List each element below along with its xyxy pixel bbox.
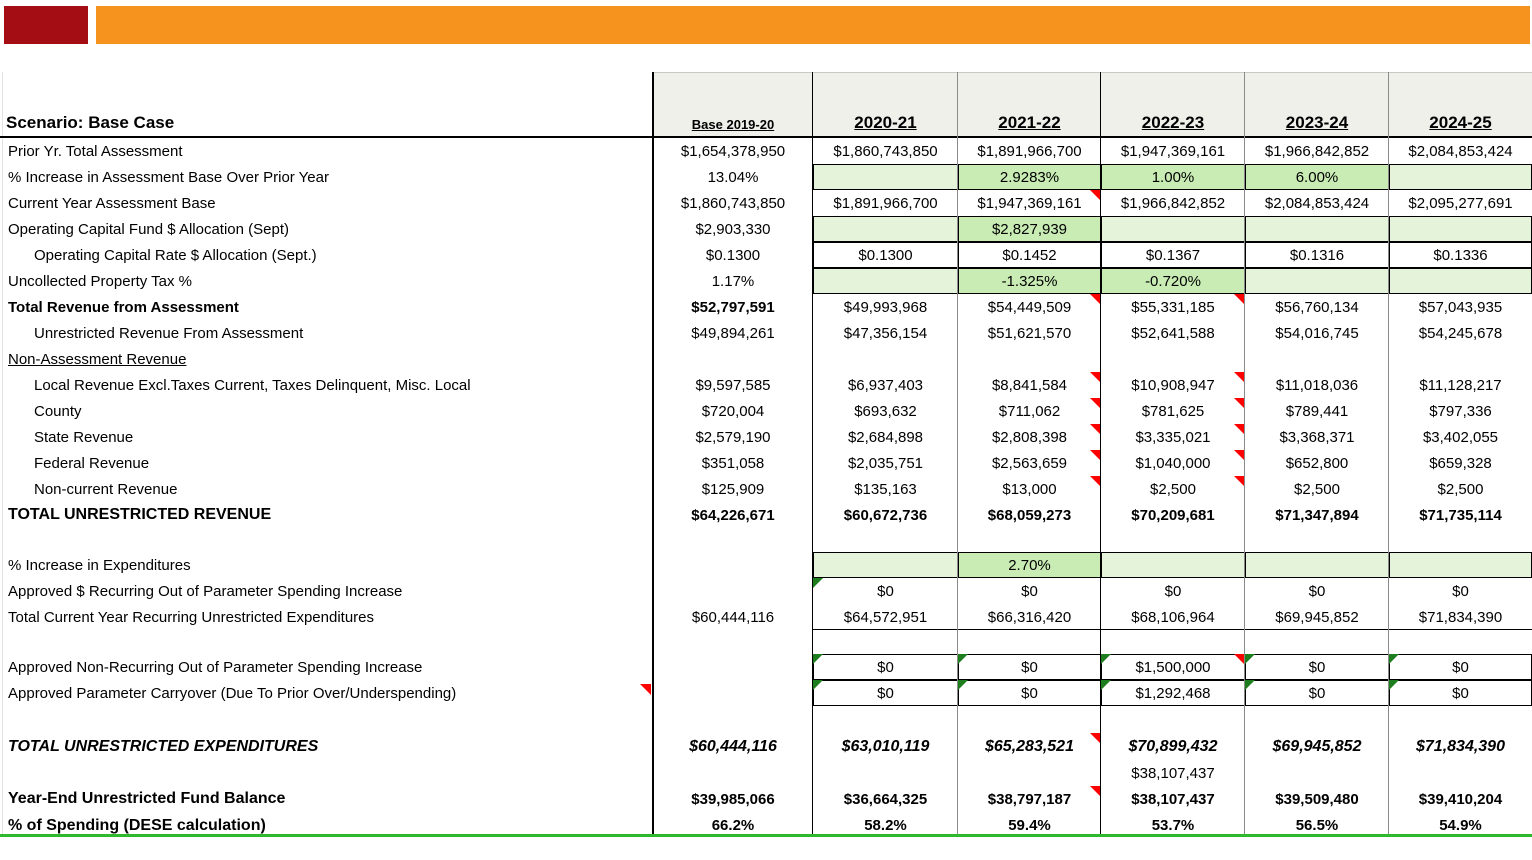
cell: $39,410,204 xyxy=(1418,790,1503,808)
input-cell[interactable]: $0 xyxy=(1245,680,1389,706)
table-row xyxy=(0,346,1532,372)
cell: $54,449,509 xyxy=(958,294,1101,320)
cell: $68,059,273 xyxy=(987,506,1072,524)
row-label: County xyxy=(34,402,82,420)
cell: $3,402,055 xyxy=(1422,428,1499,446)
cell: $6,937,403 xyxy=(847,376,924,394)
edit-marker-icon xyxy=(1101,654,1111,664)
cell: $1,891,966,700 xyxy=(977,142,1082,160)
row-label: Current Year Assessment Base xyxy=(8,194,216,212)
cell xyxy=(1389,346,1532,372)
cell: $693,632 xyxy=(854,402,917,420)
cell xyxy=(653,552,813,578)
cell: $2,095,277,691 xyxy=(1408,194,1513,212)
table-row xyxy=(0,502,1532,528)
cell: $36,664,325 xyxy=(843,790,928,808)
cell: $2,500 xyxy=(1437,480,1484,498)
cell: $54,016,745 xyxy=(1275,324,1359,342)
row-label: Prior Yr. Total Assessment xyxy=(8,142,183,160)
cell: $2,684,898 xyxy=(847,428,924,446)
table-row xyxy=(0,268,1532,294)
input-cell[interactable]: 6.00% xyxy=(1245,164,1389,190)
row-label: Federal Revenue xyxy=(34,454,150,472)
input-cell[interactable] xyxy=(1101,216,1245,242)
edit-marker-icon xyxy=(1389,680,1399,690)
cell: $70,209,681 xyxy=(1131,506,1215,524)
cell: $69,945,852 xyxy=(1245,604,1389,630)
cell: $57,043,935 xyxy=(1418,298,1503,316)
cell: $13,000 xyxy=(958,476,1101,502)
cell: $49,894,261 xyxy=(691,324,775,342)
cell: $1,654,378,950 xyxy=(680,142,786,160)
cell xyxy=(958,346,1101,372)
cell xyxy=(813,761,958,786)
row-label: Unrestricted Revenue From Assessment xyxy=(34,324,304,342)
table-row xyxy=(0,654,1532,680)
table-row xyxy=(0,680,1532,706)
cell: $56,760,134 xyxy=(1275,298,1359,316)
input-cell[interactable]: $0 xyxy=(1021,582,1038,600)
cell: $54,245,678 xyxy=(1418,324,1503,342)
cell xyxy=(1245,346,1389,372)
cell: $66,316,420 xyxy=(958,604,1101,630)
row-label: Non-current Revenue xyxy=(34,480,178,498)
row-label: Non-Assessment Revenue xyxy=(8,350,187,368)
brand-orange-bar xyxy=(96,6,1530,44)
cell: 1.17% xyxy=(711,272,755,290)
table-row xyxy=(0,138,1532,164)
table-row xyxy=(0,604,1532,630)
table-row xyxy=(0,424,1532,450)
cell: $652,800 xyxy=(1285,454,1349,472)
cell: $1,947,369,161 xyxy=(1120,142,1226,160)
cell xyxy=(653,761,813,786)
cell: $781,625 xyxy=(1101,398,1245,424)
input-cell[interactable]: $0.1300 xyxy=(813,242,958,268)
cell: $39,509,480 xyxy=(1275,790,1359,808)
input-cell[interactable]: $1,500,000 xyxy=(1101,654,1245,680)
cell: $52,641,588 xyxy=(1131,324,1215,342)
input-cell[interactable]: $0 xyxy=(1245,654,1389,680)
input-cell[interactable]: $0 xyxy=(813,578,958,604)
column-rule xyxy=(957,72,958,837)
input-cell[interactable]: $0 xyxy=(813,680,958,706)
cell: $3,368,371 xyxy=(1279,428,1355,446)
column-rule xyxy=(1244,72,1245,837)
table-row xyxy=(0,786,1532,812)
edit-marker-icon xyxy=(813,680,823,690)
cell: $55,331,185 xyxy=(1101,294,1245,320)
cell xyxy=(958,761,1101,786)
table-row xyxy=(0,578,1532,604)
input-cell[interactable] xyxy=(1245,552,1389,578)
cell: $71,834,390 xyxy=(1389,604,1532,630)
cell: $659,328 xyxy=(1429,454,1492,472)
column-header-2022-23[interactable]: 2022-23 xyxy=(1101,72,1245,136)
cell: 66.2% xyxy=(711,817,755,834)
row-label xyxy=(0,761,653,786)
cell: $2,500 xyxy=(1101,476,1245,502)
spacer-row xyxy=(0,706,1532,733)
cell xyxy=(1245,761,1389,786)
cell: $71,834,390 xyxy=(1416,738,1505,755)
cell: $51,621,570 xyxy=(987,324,1072,342)
scenario-table xyxy=(0,72,1532,837)
table-row xyxy=(0,372,1532,398)
cell: $2,563,659 xyxy=(958,450,1101,476)
cell: 13.04% xyxy=(707,168,759,186)
input-cell[interactable]: $0.1367 xyxy=(1101,242,1245,268)
cell: $8,841,584 xyxy=(958,372,1101,398)
cell: $720,004 xyxy=(701,402,765,420)
cell: $39,985,066 xyxy=(691,790,775,808)
cell: $1,040,000 xyxy=(1101,450,1245,476)
input-cell[interactable] xyxy=(1101,552,1245,578)
table-row xyxy=(0,190,1532,216)
table-row xyxy=(0,398,1532,424)
input-cell[interactable] xyxy=(813,268,958,294)
column-header-2021-22[interactable]: 2021-22 xyxy=(958,72,1101,136)
row-label: Total Current Year Recurring Unrestricted Expenditures xyxy=(8,608,375,626)
input-cell[interactable]: $0 xyxy=(1389,654,1532,680)
cell: $1,891,966,700 xyxy=(833,194,938,212)
input-cell[interactable]: $2,827,939 xyxy=(958,216,1101,242)
comment-marker-icon xyxy=(640,684,651,695)
input-cell[interactable]: $0 xyxy=(1164,582,1182,600)
column-rule xyxy=(1388,72,1389,837)
cell: $52,797,591 xyxy=(691,298,775,316)
edit-marker-icon xyxy=(813,654,823,664)
cell: $64,572,951 xyxy=(813,604,958,630)
input-cell[interactable]: -0.720% xyxy=(1101,268,1245,294)
cell: $60,672,736 xyxy=(843,506,928,524)
input-cell[interactable]: 2.70% xyxy=(958,552,1101,578)
column-rule xyxy=(1100,72,1101,837)
input-cell[interactable] xyxy=(813,164,958,190)
cell: $11,128,217 xyxy=(1419,376,1502,394)
column-rule xyxy=(812,72,813,837)
cell: $797,336 xyxy=(1429,402,1492,420)
cell: $38,107,437 xyxy=(1131,765,1215,782)
input-cell[interactable] xyxy=(1389,216,1532,242)
cell xyxy=(813,346,958,372)
input-cell[interactable]: $0 xyxy=(1389,680,1532,706)
header-row xyxy=(0,72,1532,138)
row-label: Approved $ Recurring Out of Parameter Spending Increase xyxy=(8,582,403,600)
row-label: Total Revenue from Assessment xyxy=(8,298,239,316)
cell: $2,035,751 xyxy=(847,454,924,472)
column-rule xyxy=(652,72,654,837)
cell: $789,441 xyxy=(1285,402,1349,420)
column-header-2023-24[interactable]: 2023-24 xyxy=(1245,72,1389,136)
cell: $125,909 xyxy=(701,480,765,498)
edit-marker-icon xyxy=(1245,654,1255,664)
row-label: Approved Non-Recurring Out of Parameter Spending Increase xyxy=(8,658,423,676)
cell: $1,860,743,850 xyxy=(833,142,938,160)
cell xyxy=(1389,761,1532,786)
cell xyxy=(653,680,813,706)
cell: $351,058 xyxy=(701,454,765,472)
table-row xyxy=(0,294,1532,320)
row-label: Operating Capital Rate $ Allocation (Sept.) xyxy=(34,246,317,264)
cell: 59.4% xyxy=(1008,817,1051,834)
row-label: Local Revenue Excl.Taxes Current, Taxes Delinquent, Misc. Local xyxy=(34,376,471,394)
cell: $38,797,187 xyxy=(958,786,1101,812)
input-cell[interactable]: $0 xyxy=(813,654,958,680)
input-cell[interactable] xyxy=(813,552,958,578)
edit-marker-icon xyxy=(1389,654,1399,664)
row-label: TOTAL UNRESTRICTED REVENUE xyxy=(8,506,272,523)
scenario-title: Scenario: Base Case xyxy=(6,113,175,132)
input-cell[interactable] xyxy=(813,216,958,242)
cell: $68,106,964 xyxy=(1101,604,1245,630)
input-cell[interactable] xyxy=(1389,164,1532,190)
cell: $1,966,842,852 xyxy=(1264,142,1370,160)
row-label: Operating Capital Fund $ Allocation (Sept) xyxy=(8,220,289,238)
row-label: % of Spending (DESE calculation) xyxy=(8,816,266,834)
spacer-row xyxy=(0,630,1532,654)
input-cell[interactable]: $0.1452 xyxy=(958,242,1101,268)
edit-marker-icon xyxy=(813,578,823,588)
input-cell[interactable]: -1.325% xyxy=(958,268,1101,294)
cell: $2,579,190 xyxy=(695,428,771,446)
edit-marker-icon xyxy=(958,680,968,690)
cell: $1,860,743,850 xyxy=(680,194,786,212)
row-label: % Increase in Assessment Base Over Prior Year xyxy=(8,168,329,186)
cell: $2,808,398 xyxy=(958,424,1101,450)
cell: $1,966,842,852 xyxy=(1120,194,1226,212)
table-row xyxy=(0,242,1532,268)
cell: $2,903,330 xyxy=(695,220,771,238)
cell: $60,444,116 xyxy=(689,738,777,755)
input-cell[interactable]: $0 xyxy=(958,654,1101,680)
input-cell[interactable] xyxy=(1245,216,1389,242)
row-label: % Increase in Expenditures xyxy=(8,556,191,574)
column-header-2024-25[interactable]: 2024-25 xyxy=(1389,72,1532,136)
column-header-base[interactable]: Base 2019-20 xyxy=(653,72,813,136)
cell: $38,107,437 xyxy=(1131,790,1215,808)
cell: $2,084,853,424 xyxy=(1264,194,1370,212)
input-cell[interactable]: 1.00% xyxy=(1101,164,1245,190)
row-label: Uncollected Property Tax % xyxy=(8,272,192,290)
cell: $70,899,432 xyxy=(1128,738,1218,755)
cell: $49,993,968 xyxy=(843,298,928,316)
cell: $65,283,521 xyxy=(958,733,1101,761)
cell: $71,347,894 xyxy=(1275,506,1359,524)
table-row xyxy=(0,733,1532,761)
bottom-green-rule xyxy=(0,834,1532,837)
cell: $3,335,021 xyxy=(1101,424,1245,450)
table-row xyxy=(0,216,1532,242)
input-cell[interactable]: $0.1336 xyxy=(1389,242,1532,268)
table-row xyxy=(0,320,1532,346)
cell xyxy=(1101,346,1245,372)
cell: 53.7% xyxy=(1151,817,1195,834)
cell: $711,062 xyxy=(958,398,1101,424)
cell: $69,945,852 xyxy=(1272,738,1362,755)
row-label: Year-End Unrestricted Fund Balance xyxy=(8,790,286,807)
row-label: Approved Parameter Carryover (Due To Prior Over/Underspending) xyxy=(0,680,653,706)
cell: 54.9% xyxy=(1439,817,1482,834)
edit-marker-icon xyxy=(1101,680,1111,690)
cell: $10,908,947 xyxy=(1101,372,1245,398)
row-label: State Revenue xyxy=(34,428,134,446)
input-cell[interactable] xyxy=(1389,268,1532,294)
cell: $0.1300 xyxy=(705,246,761,264)
edit-marker-icon xyxy=(958,654,968,664)
input-cell[interactable]: $0 xyxy=(958,680,1101,706)
input-cell[interactable]: $0.1316 xyxy=(1245,242,1389,268)
cell xyxy=(653,654,813,680)
cell: $60,444,116 xyxy=(691,608,775,626)
input-cell[interactable]: 2.9283% xyxy=(958,164,1101,190)
table-row xyxy=(0,450,1532,476)
edit-marker-icon xyxy=(1245,680,1255,690)
row-label: TOTAL UNRESTRICTED EXPENDITURES xyxy=(8,738,319,755)
table-row xyxy=(0,476,1532,502)
cell: $47,356,154 xyxy=(843,324,928,342)
cell: 58.2% xyxy=(864,817,907,834)
table-row xyxy=(0,164,1532,190)
input-cell[interactable] xyxy=(1389,552,1532,578)
cell: 56.5% xyxy=(1295,817,1339,834)
input-cell[interactable]: $0 xyxy=(1452,582,1469,600)
input-cell[interactable]: $0 xyxy=(1308,582,1326,600)
input-cell[interactable] xyxy=(1245,268,1389,294)
cell xyxy=(653,578,813,604)
input-cell[interactable]: $1,292,468 xyxy=(1101,680,1245,706)
cell: $11,018,036 xyxy=(1275,376,1359,394)
cell: $71,735,114 xyxy=(1419,506,1502,524)
cell: $1,947,369,161 xyxy=(958,190,1101,216)
cell: $63,010,119 xyxy=(841,738,930,755)
cell: $64,226,671 xyxy=(691,506,775,524)
spacer-row xyxy=(0,528,1532,552)
cell: $2,500 xyxy=(1294,480,1340,498)
cell xyxy=(653,346,813,372)
cell: $9,597,585 xyxy=(695,376,771,394)
cell: $2,084,853,424 xyxy=(1408,142,1513,160)
brand-red-block xyxy=(4,6,88,44)
cell: $135,163 xyxy=(854,480,917,498)
table-row xyxy=(0,761,1532,786)
table-row xyxy=(0,552,1532,578)
column-header-2020-21[interactable]: 2020-21 xyxy=(813,72,958,136)
